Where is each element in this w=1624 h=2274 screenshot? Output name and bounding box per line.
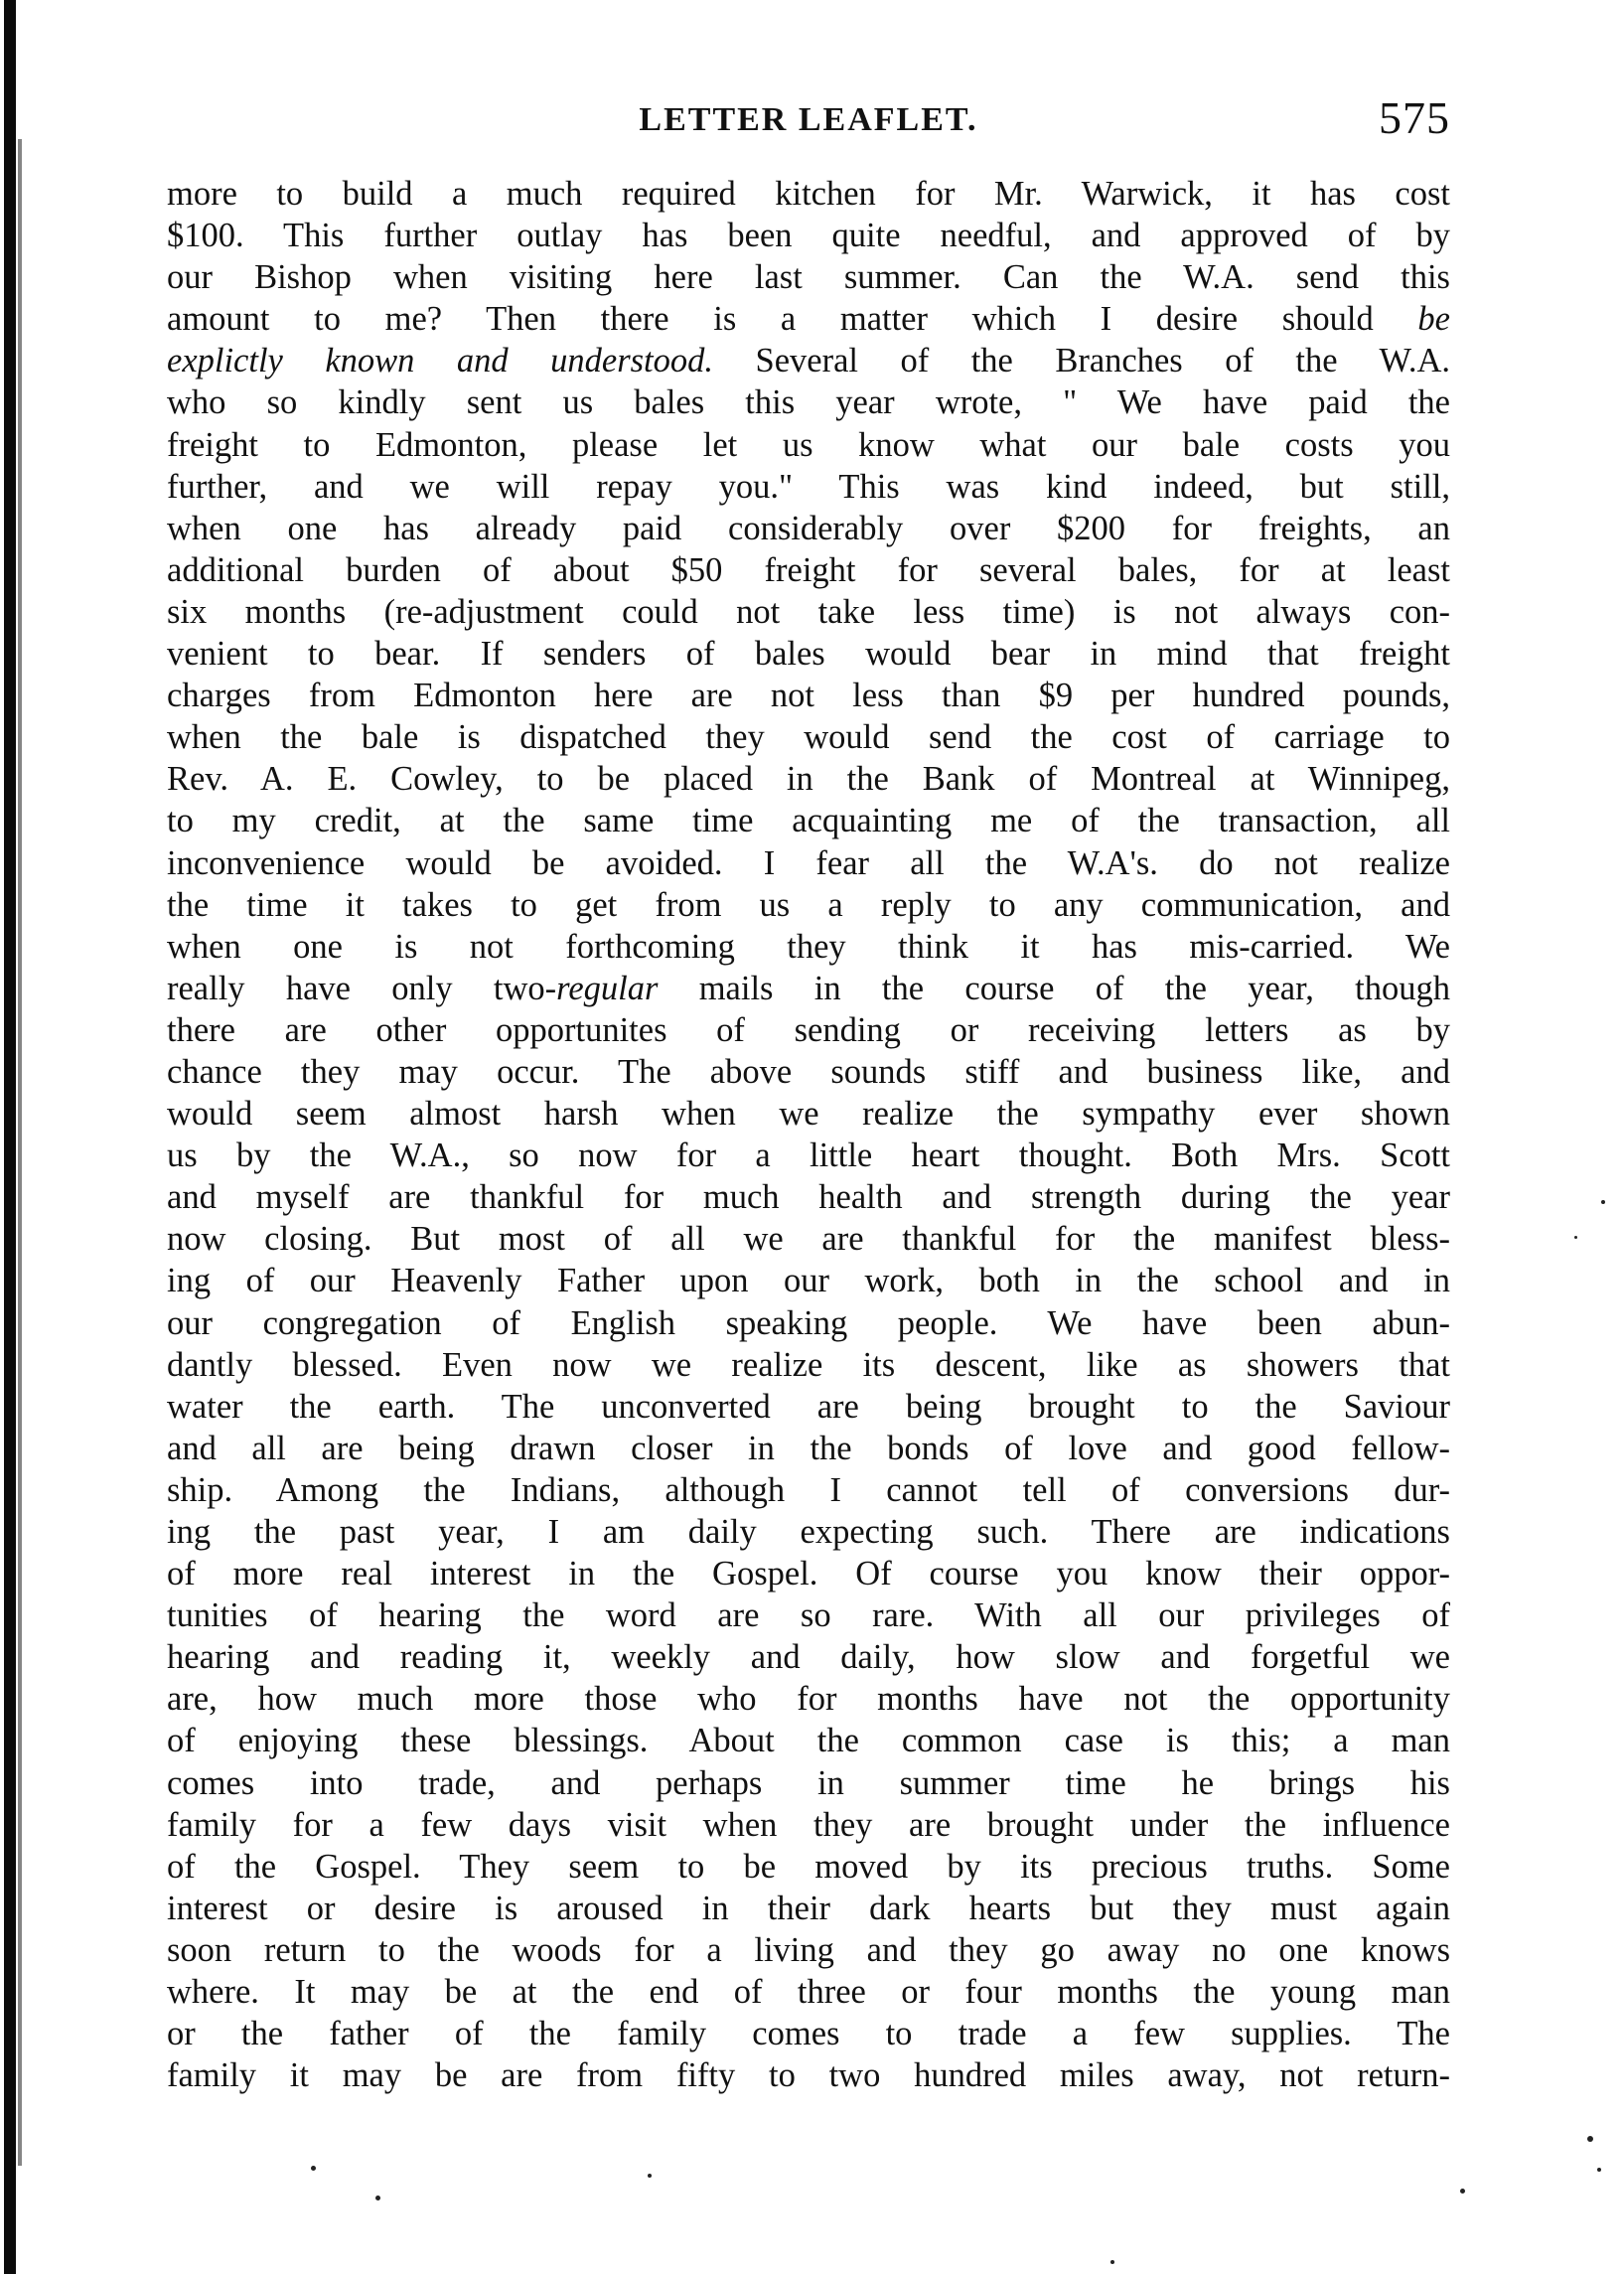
line-text: Rev. A. E. Cowley, to be placed in the Bank of Montreal at Winnipeg, (167, 760, 1450, 799)
line-text: when the bale is dispatched they would send the cost of carriage to (167, 718, 1450, 757)
text-line (167, 1093, 1450, 1135)
text-line (167, 1260, 1450, 1301)
text-line (167, 758, 1450, 800)
scan-speck (648, 2174, 652, 2178)
line-text: soon return to the woods for a living and they go away no one knows (167, 1930, 1450, 1969)
text-line (167, 1009, 1450, 1051)
text-line (167, 1762, 1450, 1804)
line-text: mails in the course of the year, though (658, 969, 1450, 1007)
line-text: amount to me? Then there is a matter which I desire should (167, 300, 1418, 339)
body-text (167, 173, 1450, 2096)
italic-text: explictly known and understood. (167, 342, 714, 380)
line-text: hearing and reading it, weekly and daily, how slow and forgetful we (167, 1638, 1450, 1677)
scan-speck (1110, 2260, 1114, 2264)
line-text: of the Gospel. They seem to be moved by its precious truths. Some (167, 1847, 1450, 1886)
text-line (167, 1051, 1450, 1093)
text-line (167, 1344, 1450, 1386)
text-line (167, 2054, 1450, 2096)
text-line (167, 549, 1450, 591)
text-line (167, 1929, 1450, 1971)
scan-speck (1460, 2189, 1465, 2194)
line-text: water the earth. The unconverted are being brought to the Saviour (167, 1387, 1450, 1426)
line-text: now closing. But most of all we are thankful for the manifest bless- (167, 1220, 1450, 1259)
scan-speck (375, 2196, 380, 2200)
line-text: and myself are thankful for much health and strength during the year (167, 1178, 1450, 1217)
text-line (167, 800, 1450, 841)
scan-speck (1597, 2168, 1601, 2172)
text-line (167, 1469, 1450, 1511)
text-line (167, 2013, 1450, 2054)
text-line (167, 1678, 1450, 1720)
text-line (167, 1804, 1450, 1846)
text-line (167, 926, 1450, 968)
page-number: 575 (1379, 92, 1450, 143)
text-line (167, 215, 1450, 256)
text-line (167, 716, 1450, 758)
text-line (167, 968, 1450, 1009)
scan-speck (1587, 2136, 1593, 2142)
text-line (167, 842, 1450, 884)
line-text: family it may be are from fifty to two hundred miles away, not return- (167, 2056, 1450, 2095)
line-text: there are other opportunites of sending or receiving letters as by (167, 1010, 1450, 1049)
line-text: additional burden of about $50 freight for several bales, for at least (167, 550, 1450, 589)
text-line (167, 173, 1450, 215)
line-text: where. It may be at the end of three or four months the young man (167, 1973, 1450, 2012)
running-head (167, 91, 1450, 151)
line-text: our Bishop when visiting here last summer. Can the W.A. send this (167, 258, 1450, 297)
text-line (167, 1176, 1450, 1218)
text-line (167, 1218, 1450, 1260)
line-text: the time it takes to get from us a reply to any communication, and (167, 885, 1450, 924)
line-text: ing of our Heavenly Father upon our work, both in the school and in (167, 1262, 1450, 1300)
running-title: LETTER LEAFLET. (639, 101, 978, 138)
line-text: further, and we will repay you." This was kind indeed, but still, (167, 467, 1450, 506)
text-line (167, 1511, 1450, 1553)
scan-speck (1574, 1236, 1577, 1239)
line-text: Several of the Branches of the W.A. (713, 342, 1451, 380)
text-line (167, 424, 1450, 466)
line-text: charges from Edmonton here are not less than $9 per hundred pounds, (167, 677, 1450, 715)
text-line (167, 1428, 1450, 1469)
line-text: family for a few days visit when they are brought under the influence (167, 1805, 1450, 1844)
scan-speck (1601, 1200, 1605, 1204)
italic-text: be (1417, 300, 1450, 339)
line-text: would seem almost harsh when we realize the sympathy ever shown (167, 1095, 1450, 1134)
text-line (167, 256, 1450, 298)
line-text: chance they may occur. The above sounds stiff and business like, and (167, 1052, 1450, 1091)
binding-edge (4, 0, 16, 2274)
scan-speck (311, 2166, 316, 2171)
text-line (167, 298, 1450, 340)
line-text: who so kindly sent us bales this year wrote, " We have paid the (167, 383, 1450, 422)
line-text: or the father of the family comes to trade a few supplies. The (167, 2015, 1450, 2053)
line-text: of more real interest in the Gospel. Of course you know their oppor- (167, 1555, 1450, 1593)
line-text: tunities of hearing the word are so rare. With all our privileges of (167, 1596, 1450, 1635)
text-line (167, 1594, 1450, 1636)
book-page (167, 91, 1450, 2096)
line-text: when one has already paid considerably over $200 for freights, an (167, 509, 1450, 547)
italic-text: regular (556, 969, 659, 1007)
text-line (167, 633, 1450, 675)
line-text: interest or desire is aroused in their dark hearts but they must again (167, 1889, 1450, 1927)
line-text: inconvenience would be avoided. I fear all the W.A's. do not realize (167, 843, 1450, 882)
text-line (167, 884, 1450, 926)
line-text: six months (re-adjustment could not take less time) is not always con- (167, 592, 1450, 631)
text-line (167, 466, 1450, 508)
line-text: ing the past year, I am daily expecting such. There are indications (167, 1513, 1450, 1551)
line-text: of enjoying these blessings. About the common case is this; a man (167, 1722, 1450, 1760)
text-line (167, 1553, 1450, 1594)
line-text: ship. Among the Indians, although I cannot tell of conversions dur- (167, 1470, 1450, 1509)
text-line (167, 1888, 1450, 1929)
text-line (167, 381, 1450, 423)
line-text: really have only two- (167, 969, 557, 1007)
line-text: comes into trade, and perhaps in summer time he brings his (167, 1763, 1450, 1802)
line-text: freight to Edmonton, please let us know what our bale costs you (167, 425, 1450, 464)
text-line (167, 1302, 1450, 1344)
line-text: to my credit, at the same time acquainting me of the transaction, all (167, 802, 1450, 840)
text-line (167, 1971, 1450, 2013)
line-text: venient to bear. If senders of bales would bear in mind that freight (167, 635, 1450, 674)
line-text: and all are being drawn closer in the bonds of love and good fellow- (167, 1429, 1450, 1467)
line-text: are, how much more those who for months have not the opportunity (167, 1680, 1450, 1719)
text-line (167, 340, 1450, 381)
line-text: $100. This further outlay has been quite needful, and approved of by (167, 217, 1450, 255)
line-text: more to build a much required kitchen for Mr. Warwick, it has cost (167, 175, 1450, 213)
text-line (167, 1135, 1450, 1176)
binding-edge-shadow (18, 139, 22, 2166)
text-line (167, 1846, 1450, 1888)
line-text: us by the W.A., so now for a little heart thought. Both Mrs. Scott (167, 1137, 1450, 1175)
line-text: dantly blessed. Even now we realize its descent, like as showers that (167, 1345, 1450, 1384)
text-line (167, 591, 1450, 633)
line-text: our congregation of English speaking people. We have been abun- (167, 1303, 1450, 1342)
text-line (167, 1720, 1450, 1761)
text-line (167, 1386, 1450, 1428)
text-line (167, 508, 1450, 549)
line-text: when one is not forthcoming they think it has mis-carried. We (167, 927, 1450, 966)
text-line (167, 675, 1450, 716)
text-line (167, 1636, 1450, 1678)
